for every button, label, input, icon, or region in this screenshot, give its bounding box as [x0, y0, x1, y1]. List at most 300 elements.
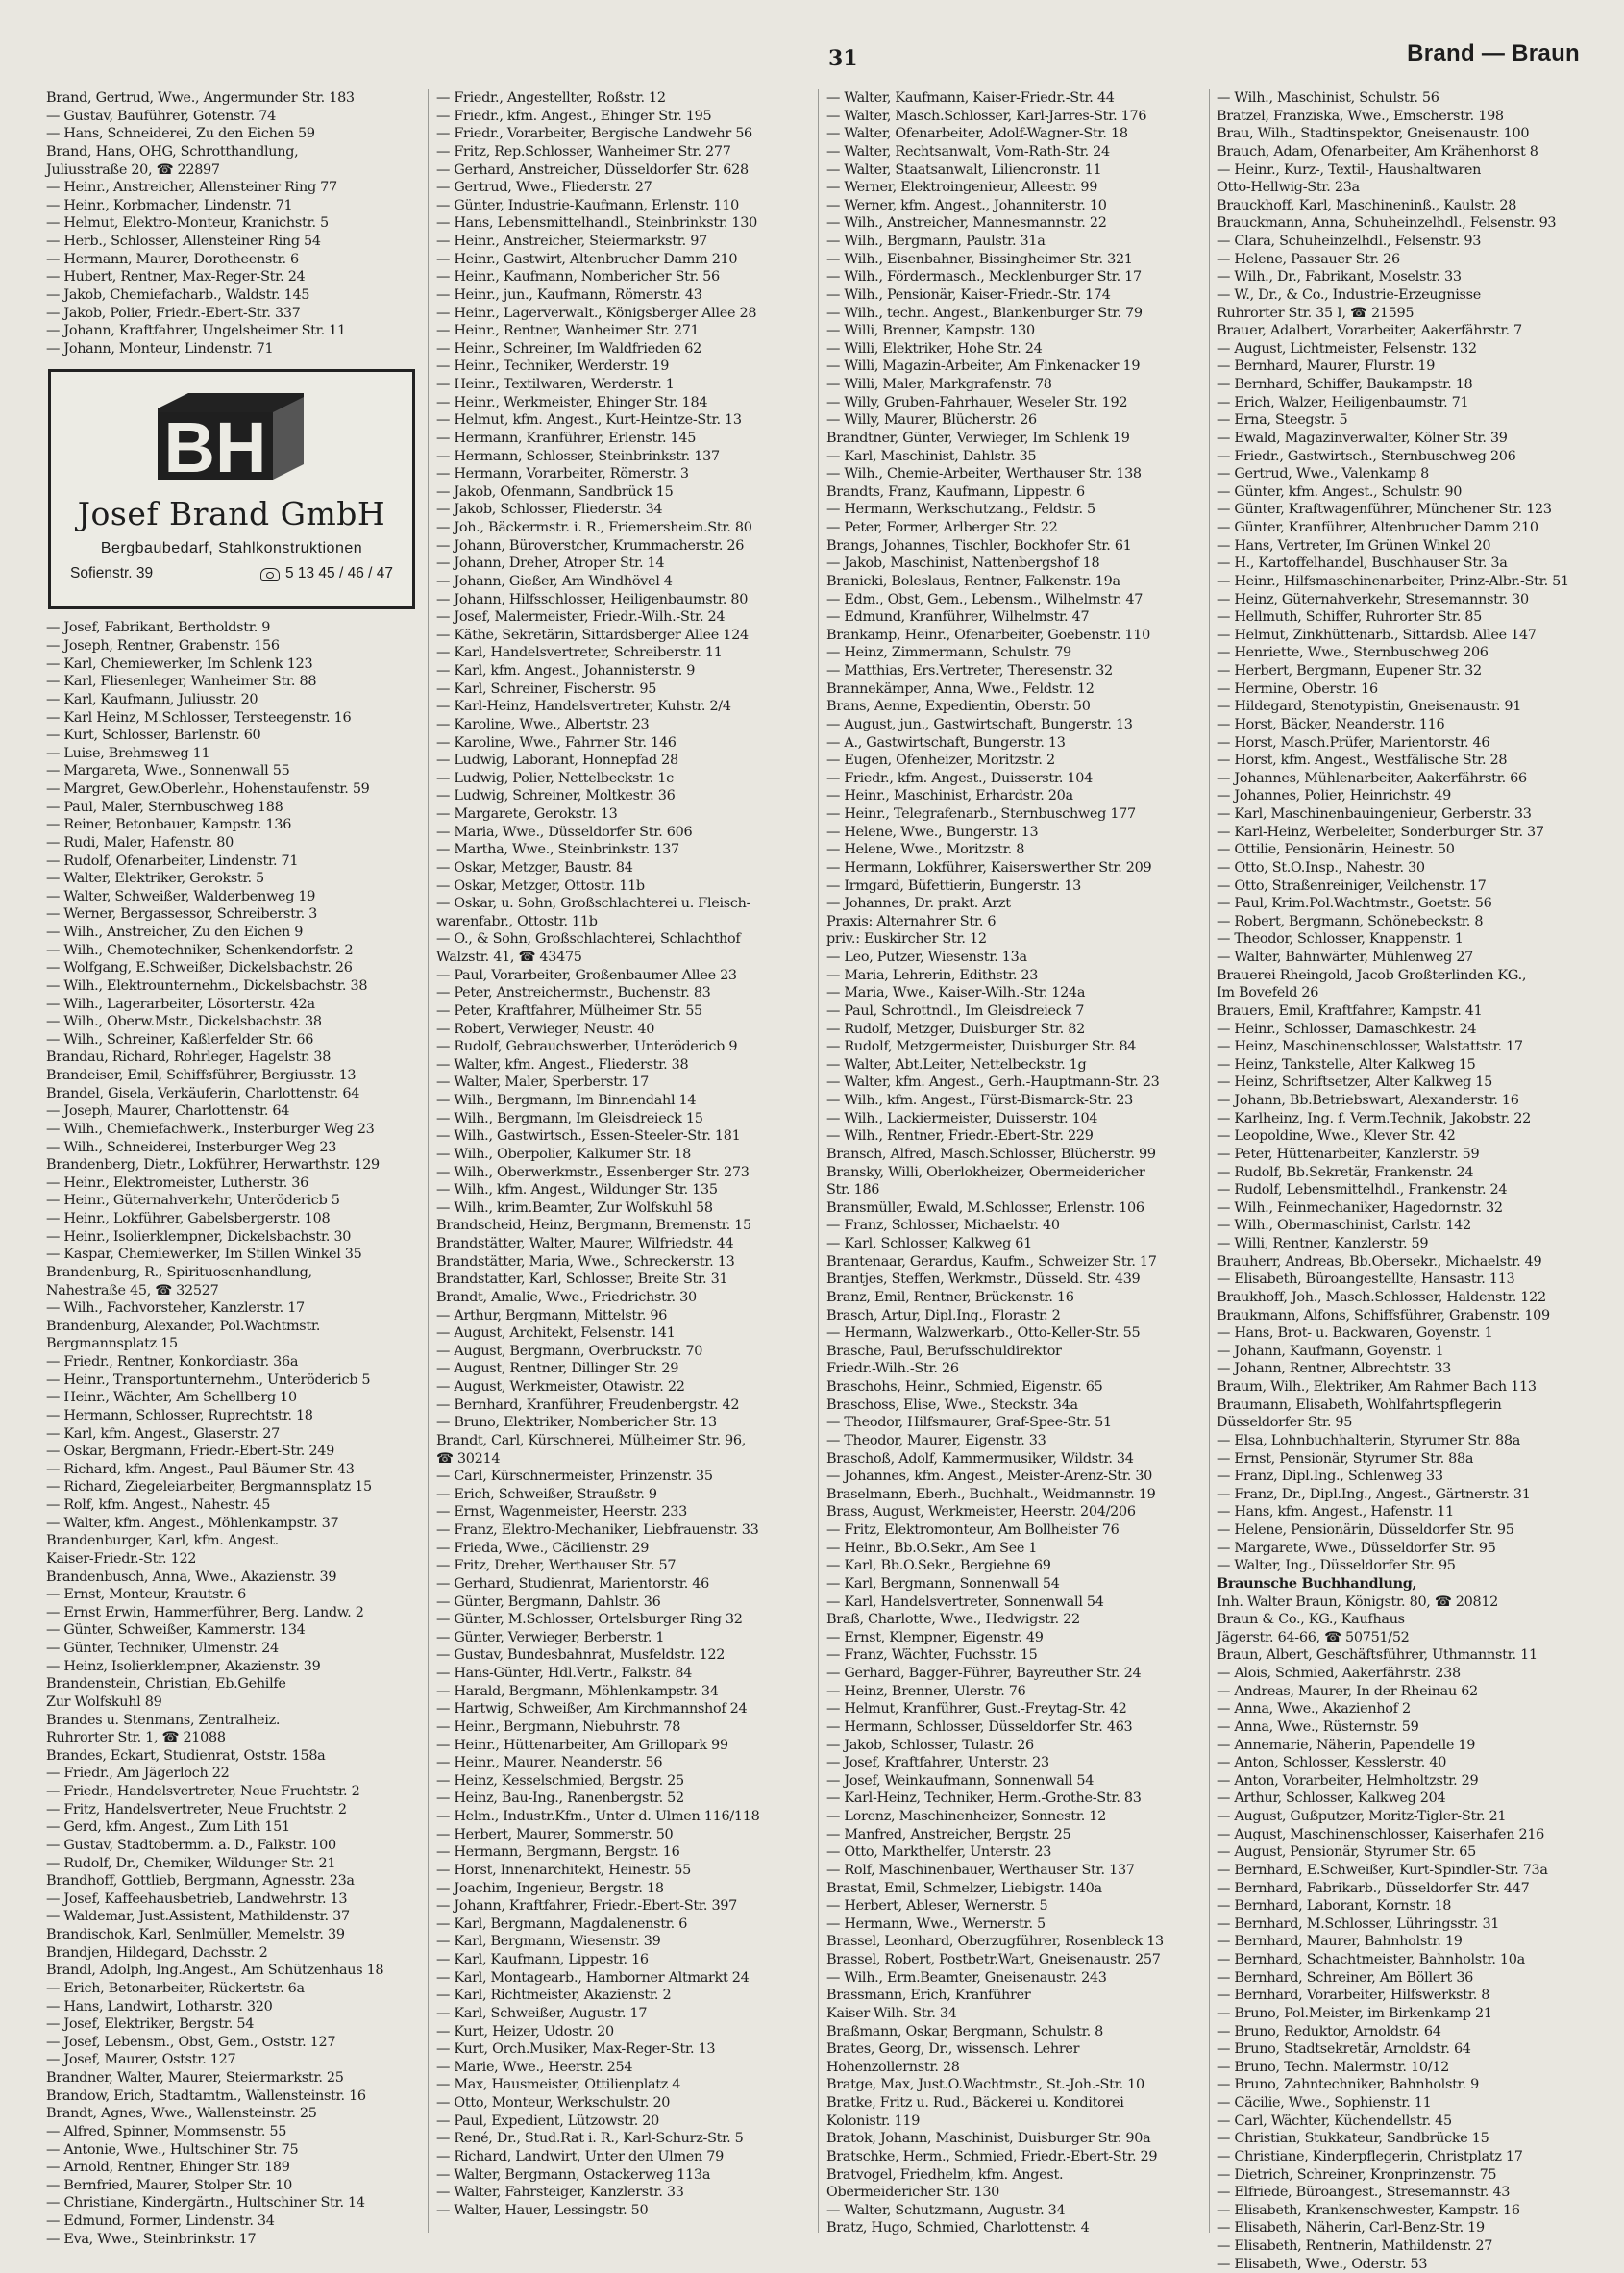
directory-entry: — Ludwig, Laborant, Honnepfad 28: [436, 753, 678, 769]
directory-entry: — Karoline, Wwe., Albertstr. 23: [436, 716, 650, 732]
directory-entry: — Martha, Wwe., Steinbrinkstr. 137: [436, 842, 679, 858]
directory-entry: — Heinr., Textilwaren, Werderstr. 1: [436, 377, 675, 392]
directory-entry: — Friedr., kfm. Angest., Duisserstr. 104: [826, 770, 1093, 786]
directory-entry: — Bernhard, E.Schweißer, Kurt-Spindler-Str. 73a: [1217, 1862, 1548, 1878]
directory-entry: — Peter, Anstreichermstr., Buchenstr. 83: [436, 985, 711, 1001]
directory-entry: — A., Gastwirtschaft, Bungerstr. 13: [826, 734, 1066, 751]
directory-entry: — Gustav, Bundesbahnrat, Musfeldstr. 122: [436, 1647, 726, 1664]
logo-text: BH: [163, 408, 267, 488]
directory-entry: — Johann, Kraftfahrer, Friedr.-Ebert-Str. 397: [436, 1898, 738, 1915]
directory-entry: Brannekämper, Anna, Wwe., Feldstr. 12: [826, 680, 1095, 697]
directory-entry: — August, Maschinenschlosser, Kaiserhafen 216: [1217, 1826, 1545, 1842]
directory-entry: — Peter, Former, Arlberger Str. 22: [826, 520, 1058, 535]
directory-entry: Bratke, Fritz u. Rud., Bäckerei u. Konditorei: [826, 2095, 1124, 2111]
directory-entry: — Edmund, Former, Lindenstr. 34: [46, 2213, 275, 2229]
directory-entry: — Wilh., Oberpolier, Kalkumer Str. 18: [436, 1146, 691, 1162]
directory-entry: — Henriette, Wwe., Sternbuschweg 206: [1217, 645, 1489, 661]
directory-entry: Brassel, Robert, Postbetr.Wart, Gneisenaustr. 257: [826, 1952, 1161, 1967]
directory-entry: — Walter, Schutzmann, Augustr. 34: [826, 2202, 1066, 2218]
directory-entry: — Manfred, Anstreicher, Bergstr. 25: [826, 1826, 1071, 1842]
directory-entry: — Anton, Vorarbeiter, Helmholtzstr. 29: [1217, 1772, 1479, 1789]
ad-company-name: Josef Brand GmbH: [77, 495, 386, 533]
directory-entry: — Heinr., Techniker, Werderstr. 19: [436, 358, 670, 375]
directory-entry: — Hans-Günter, Hdl.Vertr., Falkstr. 84: [436, 1666, 693, 1681]
directory-entry: — Karl, Montagearb., Hamborner Altmarkt 24: [436, 1969, 750, 1986]
directory-entry: — Joseph, Rentner, Grabenstr. 156: [46, 638, 280, 654]
directory-entry: Brassmann, Erich, Kranführer: [826, 1988, 1031, 2004]
directory-entry: — Heinr., Hüttenarbeiter, Am Grillopark 99: [436, 1737, 728, 1753]
directory-entry: — Theodor, Hilfsmaurer, Graf-Spee-Str. 51: [826, 1415, 1112, 1431]
directory-entry: Bratz, Hugo, Schmied, Charlottenstr. 4: [826, 2220, 1090, 2236]
directory-entry: — Kurt, Orch.Musiker, Max-Reger-Str. 13: [436, 2041, 716, 2058]
directory-entry: — Heinr., Elektromeister, Lutherstr. 36: [46, 1174, 308, 1191]
directory-entry: Jägerstr. 64-66, ☎ 50751/52: [1217, 1629, 1410, 1645]
directory-entry: — Bernhard, Schreiner, Am Böllert 36: [1217, 1969, 1474, 1986]
directory-entry: Brandstatter, Karl, Schlosser, Breite Str. 31: [436, 1272, 728, 1288]
directory-entry: — Ottilie, Pensionärin, Heinestr. 50: [1217, 842, 1455, 858]
directory-entry: — Karl-Heinz, Techniker, Herm.-Grothe-Str. 83: [826, 1791, 1142, 1807]
directory-entry: — Richard, Ziegeleiarbeiter, Bergmannsplatz 15: [46, 1479, 372, 1495]
directory-entry: — Jakob, Schlosser, Fliederstr. 34: [436, 502, 663, 518]
directory-entry: Brandjen, Hildegard, Dachsstr. 2: [46, 1944, 268, 1961]
directory-entry: — Hermann, Maurer, Dorotheenstr. 6: [46, 251, 299, 267]
directory-entry: Brauherr, Andreas, Bb.Obersekr., Michaelstr. 49: [1217, 1253, 1542, 1270]
directory-entry: — Alois, Schmied, Aakerfährstr. 238: [1217, 1666, 1461, 1681]
entry-list: [46, 89, 434, 358]
directory-entry: — Eva, Wwe., Steinbrinkstr. 17: [46, 2231, 257, 2247]
directory-entry: — Bernhard, Schachtmeister, Bahnholstr. 10a: [1217, 1952, 1525, 1967]
directory-entry: — Friedr., Angestellter, Roßstr. 12: [436, 90, 666, 106]
directory-entry: — Günter, Schweißer, Kammerstr. 134: [46, 1622, 306, 1639]
directory-entry: Braun, Albert, Geschäftsführer, Uthmannstr. 11: [1217, 1647, 1538, 1664]
directory-entry: — Horst, Innenarchitekt, Heinestr. 55: [436, 1862, 691, 1878]
directory-entry: — Otto, Monteur, Werkschulstr. 20: [436, 2095, 671, 2111]
directory-entry: warenfabr., Ottostr. 11b: [436, 913, 598, 929]
directory-entry: — Johannes, Polier, Heinrichstr. 49: [1217, 788, 1451, 804]
directory-entry: Braschoss, Elise, Wwe., Steckstr. 34a: [826, 1396, 1078, 1413]
directory-entry: — Karl, Kaufmann, Juliusstr. 20: [46, 691, 258, 707]
directory-entry: — Josef, Kaffeehausbetrieb, Landwehrstr. 13: [46, 1890, 348, 1907]
directory-entry: — Heinr., Isolierklempner, Dickelsbachstr. 30: [46, 1228, 352, 1245]
directory-entry: Brandts, Franz, Kaufmann, Lippestr. 6: [826, 483, 1085, 500]
directory-entry: — Rudolf, Lebensmittelhdl., Frankenstr. 24: [1217, 1182, 1508, 1198]
directory-entry: — Heinr., Kaufmann, Nombericher Str. 56: [436, 269, 720, 285]
directory-entry: — Jakob, Schlosser, Tulastr. 26: [826, 1737, 1034, 1753]
directory-entry: Brantenaar, Gerardus, Kaufm., Schweizer Str. 17: [826, 1253, 1157, 1270]
directory-entry: — Walter, Ofenarbeiter, Adolf-Wagner-Str. 18: [826, 126, 1128, 142]
directory-entry: — Erna, Steegstr. 5: [1217, 412, 1348, 429]
directory-entry: — Wilh., Fördermasch., Mecklenburger Str. 17: [826, 269, 1142, 285]
directory-entry: — Ludwig, Schreiner, Moltkestr. 36: [436, 788, 676, 804]
directory-entry: — August, Pensionär, Styrumer Str. 65: [1217, 1844, 1477, 1861]
directory-entry: — Elisabeth, Rentnerin, Mathildenstr. 27: [1217, 2238, 1493, 2254]
directory-entry: Brandt, Agnes, Wwe., Wallensteinstr. 25: [46, 2106, 317, 2122]
directory-entry: — Cäcilie, Wwe., Sophienstr. 11: [1217, 2095, 1432, 2111]
directory-entry: — Karl, Chemiewerker, Im Schlenk 123: [46, 655, 313, 672]
directory-entry: Braschoß, Adolf, Kammermusiker, Wildstr. 34: [826, 1450, 1134, 1467]
column-3: [826, 89, 1215, 2242]
directory-entry: — W., Dr., & Co., Industrie-Erzeugnisse: [1217, 286, 1481, 303]
directory-entry: — Rudolf, Metzger, Duisburger Str. 82: [826, 1021, 1085, 1037]
directory-entry: — Gerhard, Bagger-Führer, Bayreuther Str. 24: [826, 1666, 1142, 1681]
directory-entry: — Richard, kfm. Angest., Paul-Bäumer-Str. 43: [46, 1461, 355, 1477]
telephone-icon: [260, 568, 280, 581]
directory-entry: — Johann, Büroverstcher, Krummacherstr. 26: [436, 537, 745, 554]
directory-entry: Brasch, Artur, Dipl.Ing., Florastr. 2: [826, 1307, 1061, 1323]
directory-entry: Praxis: Alternahrer Str. 6: [826, 913, 997, 929]
directory-entry: — Karl, kfm. Angest., Glaserstr. 27: [46, 1425, 280, 1442]
directory-entry: — Edm., Obst, Gem., Lebensm., Wilhelmstr. 47: [826, 591, 1144, 607]
directory-entry: — Willi, Brenner, Kampstr. 130: [826, 323, 1035, 339]
directory-entry: — Gerhard, Anstreicher, Düsseldorfer Str. 628: [436, 161, 749, 178]
directory-entry: Bratschke, Herm., Schmied, Friedr.-Ebert-Str. 29: [826, 2148, 1158, 2164]
directory-entry: — Heinr., Maschinist, Erhardstr. 20a: [826, 788, 1073, 804]
directory-entry: Brandel, Gisela, Verkäuferin, Charlottenstr. 64: [46, 1085, 360, 1101]
directory-entry: — Arthur, Schlosser, Kalkweg 204: [1217, 1791, 1446, 1807]
directory-entry: Brandt, Amalie, Wwe., Friedrichstr. 30: [436, 1289, 697, 1305]
directory-entry: — Helene, Wwe., Moritzstr. 8: [826, 842, 1025, 858]
directory-entry: — Karl, Schreiner, Fischerstr. 95: [436, 680, 657, 697]
directory-entry: — Horst, kfm. Angest., Westfälische Str. 28: [1217, 753, 1508, 769]
directory-entry: — Paul, Krim.Pol.Wachtmstr., Goetstr. 56: [1217, 896, 1492, 912]
directory-entry: — Jakob, Maschinist, Nattenbergshof 18: [826, 556, 1100, 572]
directory-entry: — Luise, Brehmsweg 11: [46, 745, 210, 761]
directory-entry: — Hermann, Bergmann, Bergstr. 16: [436, 1844, 680, 1861]
directory-entry: — Käthe, Sekretärin, Sittardsberger Allee 124: [436, 627, 749, 643]
directory-entry: — Heinr., Anstreicher, Allensteiner Ring 77: [46, 180, 337, 196]
directory-entry: — Wilh., Oberw.Mstr., Dickelsbachstr. 38: [46, 1014, 322, 1030]
directory-entry: — Annemarie, Näherin, Papendelle 19: [1217, 1737, 1476, 1753]
directory-entry: — Karl, Maschinenbauingenieur, Gerberstr. 33: [1217, 806, 1532, 822]
directory-entry: — Maria, Wwe., Kaiser-Wilh.-Str. 124a: [826, 985, 1086, 1001]
column-4: [1217, 89, 1605, 2272]
directory-entry: — Günter, Industrie-Kaufmann, Erlenstr. 110: [436, 197, 739, 213]
directory-entry: — Willy, Maurer, Blücherstr. 26: [826, 412, 1037, 429]
directory-entry: — Gustav, Stadtobermm. a. D., Falkstr. 100: [46, 1837, 336, 1853]
directory-entry: — Joh., Bäckermstr. i. R., Friemersheim.Str. 80: [436, 520, 752, 535]
directory-entry: — O., & Sohn, Großschlachterei, Schlachthof: [436, 931, 741, 948]
directory-entry: — Jakob, Ofenmann, Sandbrück 15: [436, 483, 674, 500]
directory-entry: — Wilh., Schreiner, Kaßlerfelder Str. 66: [46, 1031, 314, 1048]
directory-entry: — Margarete, Wwe., Düsseldorfer Str. 95: [1217, 1540, 1496, 1556]
directory-entry: Düsseldorfer Str. 95: [1217, 1415, 1353, 1431]
directory-entry: — Wilh., Anstreicher, Mannesmannstr. 22: [826, 215, 1107, 232]
directory-entry: — Franz, Wächter, Fuchsstr. 15: [826, 1647, 1038, 1664]
directory-entry: — Bernfried, Maurer, Stolper Str. 10: [46, 2177, 293, 2193]
directory-entry: Ruhrorter Str. 1, ☎ 21088: [46, 1730, 226, 1746]
directory-entry: — Wilh., Pensionär, Kaiser-Friedr.-Str. 174: [826, 286, 1111, 303]
directory-entry: Juliusstraße 20, ☎ 22897: [46, 161, 220, 178]
directory-entry: — Ludwig, Polier, Nettelbeckstr. 1c: [436, 770, 674, 786]
directory-entry: — Erich, Betonarbeiter, Rückertstr. 6a: [46, 1980, 305, 1996]
directory-entry: — Bruno, Pol.Meister, im Birkenkamp 21: [1217, 2005, 1492, 2021]
directory-entry: — Karl, Bergmann, Sonnenwall 54: [826, 1575, 1060, 1592]
directory-entry: — Wilh., Gastwirtsch., Essen-Steeler-Str. 181: [436, 1128, 741, 1145]
directory-entry: Im Bovefeld 26: [1217, 985, 1319, 1001]
directory-entry: — Heinr., Werkmeister, Ehinger Str. 184: [436, 394, 708, 410]
directory-entry: — Wilh., Oberwerkmstr., Essenberger Str. 273: [436, 1164, 750, 1180]
directory-entry: Brand, Gertrud, Wwe., Angermunder Str. 183: [46, 90, 355, 106]
directory-entry: — Karl, Kaufmann, Lippestr. 16: [436, 1952, 649, 1967]
entry-list: [826, 89, 1215, 2237]
directory-entry: — Karoline, Wwe., Fahrner Str. 146: [436, 734, 677, 751]
directory-entry: — Josef, Weinkaufmann, Sonnenwall 54: [826, 1772, 1095, 1789]
directory-entry: — Heinr., Hilfsmaschinenarbeiter, Prinz-Albr.-Str. 51: [1217, 573, 1569, 589]
directory-entry: — Herbert, Maurer, Sommerstr. 50: [436, 1826, 674, 1842]
directory-entry: — Heinz, Schriftsetzer, Alter Kalkweg 15: [1217, 1075, 1492, 1091]
directory-entry: — Wilh., Obermaschinist, Carlstr. 142: [1217, 1218, 1471, 1234]
entry-list: [436, 89, 824, 2219]
directory-entry: — Johann, Gießer, Am Windhövel 4: [436, 573, 673, 589]
directory-entry: — Hermann, Werkschutzang., Feldstr. 5: [826, 502, 1095, 518]
directory-entry: — Heinr., Lagerverwalt., Königsberger Allee 28: [436, 305, 757, 321]
directory-entry: — Heinr., Schreiner, Im Waldfrieden 62: [436, 340, 701, 357]
directory-entry: Bergmannsplatz 15: [46, 1336, 178, 1352]
directory-entry: — Walter, kfm. Angest., Gerh.-Hauptmann-Str. 23: [826, 1075, 1160, 1091]
directory-entry: Obermeidericher Str. 130: [826, 2185, 1000, 2201]
directory-entry: — Herbert, Bergmann, Eupener Str. 32: [1217, 663, 1482, 679]
directory-entry: — Margarete, Gerokstr. 13: [436, 806, 618, 822]
directory-entry: Brauch, Adam, Ofenarbeiter, Am Krähenhorst 8: [1217, 143, 1538, 160]
directory-entry: — Werner, kfm. Angest., Johanniterstr. 10: [826, 197, 1107, 213]
directory-entry: — Karl-Heinz, Handelsvertreter, Kuhstr. 2/4: [436, 699, 731, 715]
directory-entry: Brandtner, Günter, Verwieger, Im Schlenk 19: [826, 430, 1130, 446]
directory-entry: Brandner, Walter, Maurer, Steiermarkstr. 25: [46, 2070, 344, 2086]
directory-entry: — Fritz, Dreher, Werthauser Str. 57: [436, 1558, 677, 1574]
directory-entry: — Walter, Kaufmann, Kaiser-Friedr.-Str. 44: [826, 90, 1115, 106]
directory-entry: — Johann, Monteur, Lindenstr. 71: [46, 340, 274, 357]
directory-entry: Brandes u. Stenmans, Zentralheiz.: [46, 1712, 281, 1728]
directory-entry: Brandenstein, Christian, Eb.Gehilfe: [46, 1676, 286, 1692]
bh-logo-icon: [150, 389, 313, 488]
directory-entry: — Hellmuth, Schiffer, Ruhrorter Str. 85: [1217, 609, 1482, 626]
directory-entry: Brandl, Adolph, Ing.Angest., Am Schützenhaus 18: [46, 1963, 384, 1979]
directory-entry: Brauckhoff, Karl, Maschineninß., Kaulstr. 28: [1217, 197, 1517, 213]
directory-entry: Brandscheid, Heinz, Bergmann, Bremenstr. 15: [436, 1218, 751, 1234]
directory-entry: — August, jun., Gastwirtschaft, Bungerstr. 13: [826, 716, 1133, 732]
directory-entry: — Helene, Wwe., Bungerstr. 13: [826, 824, 1039, 840]
directory-entry: Kaiser-Friedr.-Str. 122: [46, 1550, 197, 1567]
directory-entry: — Heinr., Transportunternehm., Unterödericb 5: [46, 1371, 371, 1388]
directory-entry: Bransmüller, Ewald, M.Schlosser, Erlenstr. 106: [826, 1199, 1144, 1216]
entry-list: [1217, 89, 1605, 2273]
directory-entry: — Carl, Wächter, Küchendellstr. 45: [1217, 2112, 1452, 2129]
directory-entry: — Friedr., Am Jägerloch 22: [46, 1766, 230, 1782]
directory-entry: — Theodor, Schlosser, Knappenstr. 1: [1217, 931, 1464, 948]
directory-entry: — Ernst, Wagenmeister, Heerstr. 233: [436, 1504, 687, 1520]
directory-entry: — Wilh., kfm. Angest., Wildunger Str. 135: [436, 1182, 718, 1198]
directory-entry: Bratvogel, Friedhelm, kfm. Angest.: [826, 2166, 1064, 2183]
directory-entry: — Heinr., Maurer, Neanderstr. 56: [436, 1755, 663, 1771]
directory-entry: — Wilh., krim.Beamter, Zur Wolfskuhl 58: [436, 1199, 713, 1216]
directory-entry: — Heinz, Bau-Ing., Ranenbergstr. 52: [436, 1791, 684, 1807]
directory-entry: Bransch, Alfred, Masch.Schlosser, Blücherstr. 99: [826, 1146, 1156, 1162]
directory-entry: — Bernhard, Laborant, Kornstr. 18: [1217, 1898, 1452, 1915]
directory-entry: — Erich, Walzer, Heiligenbaumstr. 71: [1217, 394, 1469, 410]
directory-entry: — Helmut, Kranführer, Gust.-Freytag-Str. 42: [826, 1701, 1127, 1717]
directory-entry: — Andreas, Maurer, In der Rheinau 62: [1217, 1683, 1478, 1699]
directory-entry: — Walter, kfm. Angest., Möhlenkampstr. 37: [46, 1515, 339, 1531]
directory-entry: Walzstr. 41, ☎ 43475: [436, 950, 582, 965]
directory-entry: — Leo, Putzer, Wiesenstr. 13a: [826, 950, 1027, 965]
directory-entry: Brau, Wilh., Stadtinspektor, Gneisenaustr. 100: [1217, 126, 1530, 142]
directory-entry: — Hubert, Rentner, Max-Reger-Str. 24: [46, 269, 306, 285]
directory-entry: — Josef, Lebensm., Obst, Gem., Oststr. 127: [46, 2034, 336, 2050]
directory-entry: — Franz, Elektro-Mechaniker, Liebfrauenstr. 33: [436, 1522, 759, 1538]
column-1: [46, 89, 434, 2247]
directory-entry: — Arthur, Bergmann, Mittelstr. 96: [436, 1307, 668, 1323]
directory-entry: Branz, Emil, Rentner, Brückenstr. 16: [826, 1289, 1074, 1305]
directory-entry: — Wilh., Erm.Beamter, Gneisenaustr. 243: [826, 1969, 1107, 1986]
directory-entry: — Robert, Verwieger, Neustr. 40: [436, 1021, 655, 1037]
directory-entry: — H., Kartoffelhandel, Buschhauser Str. 3a: [1217, 556, 1508, 572]
directory-entry: — Heinr., Schlosser, Damaschkestr. 24: [1217, 1021, 1477, 1037]
directory-entry: — August, Architekt, Felsenstr. 141: [436, 1325, 676, 1342]
directory-entry: Brates, Georg, Dr., wissensch. Lehrer: [826, 2041, 1080, 2058]
directory-entry: — Werner, Bergassessor, Schreiberstr. 3: [46, 906, 317, 923]
directory-entry: — Herb., Schlosser, Allensteiner Ring 54: [46, 234, 321, 249]
directory-entry: — Ernst, Klempner, Eigenstr. 49: [826, 1629, 1044, 1645]
directory-entry: — Elisabeth, Näherin, Carl-Benz-Str. 19: [1217, 2220, 1485, 2236]
directory-entry: — Wilh., Eisenbahner, Bissingheimer Str. 321: [826, 251, 1133, 267]
directory-entry: — Erich, Schweißer, Straußstr. 9: [436, 1486, 657, 1502]
directory-entry: — Leopoldine, Wwe., Klever Str. 42: [1217, 1128, 1456, 1145]
directory-entry: — Hans, Vertreter, Im Grünen Winkel 20: [1217, 537, 1491, 554]
directory-entry: — Wilh., Bergmann, Paulstr. 31a: [826, 234, 1046, 249]
directory-entry: Otto-Hellwig-Str. 23a: [1217, 180, 1360, 196]
directory-entry: — Walter, Abt.Leiter, Nettelbeckstr. 1g: [826, 1056, 1087, 1073]
directory-entry: — Ewald, Magazinverwalter, Kölner Str. 39: [1217, 430, 1508, 446]
directory-entry: Kolonistr. 119: [826, 2112, 921, 2129]
directory-entry: — Walter, Bahnwärter, Mühlenweg 27: [1217, 950, 1474, 965]
directory-entry: Braukmann, Alfons, Schiffsführer, Grabenstr. 109: [1217, 1307, 1550, 1323]
directory-entry: Braselmann, Eberh., Buchhalt., Weidmannstr. 19: [826, 1486, 1156, 1502]
directory-entry: — Karl-Heinz, Werbeleiter, Sonderburger Str. 37: [1217, 824, 1544, 840]
directory-entry: — Gerhard, Studienrat, Marientorstr. 46: [436, 1575, 709, 1592]
directory-entry: — Heinr., jun., Kaufmann, Römerstr. 43: [436, 286, 702, 303]
directory-entry: — Heinz, Maschinenschlosser, Walstattstr. 17: [1217, 1039, 1523, 1055]
directory-entry: — Wilh., Dr., Fabrikant, Moselstr. 33: [1217, 269, 1462, 285]
directory-entry: Brauckmann, Anna, Schuheinzelhdl., Felsenstr. 93: [1217, 215, 1557, 232]
directory-entry: — Hans, Landwirt, Lotharstr. 320: [46, 1998, 273, 2014]
directory-entry: — Frieda, Wwe., Cäcilienstr. 29: [436, 1540, 650, 1556]
directory-entry: — Elfriede, Büroangest., Stresemannstr. 43: [1217, 2185, 1511, 2201]
directory-entry: — Walter, Staatsanwalt, Liliencronstr. 11: [826, 161, 1102, 178]
directory-entry: — Hans, Brot- u. Backwaren, Goyenstr. 1: [1217, 1325, 1493, 1342]
directory-entry: Brans, Aenne, Expedientin, Oberstr. 50: [826, 699, 1091, 715]
directory-entry: — Richard, Landwirt, Unter den Ulmen 79: [436, 2148, 724, 2164]
directory-entry: — Bruno, Elektriker, Nombericher Str. 13: [436, 1415, 717, 1431]
directory-entry: — Bruno, Zahntechniker, Bahnholstr. 9: [1217, 2077, 1479, 2093]
directory-entry: — Friedr., Gastwirtsch., Sternbuschweg 206: [1217, 448, 1516, 464]
directory-entry: — Bernhard, Kranführer, Freudenbergstr. 42: [436, 1396, 740, 1413]
directory-entry: — Dietrich, Schreiner, Kronprinzenstr. 75: [1217, 2166, 1497, 2183]
directory-entry: — Margareta, Wwe., Sonnenwall 55: [46, 763, 290, 779]
directory-entry: — Otto, St.O.Insp., Nahestr. 30: [1217, 859, 1425, 876]
directory-entry: — Helmut, Zinkhüttenarb., Sittardsb. Allee 147: [1217, 627, 1537, 643]
directory-entry: — Karl, Schweißer, Augustr. 17: [436, 2005, 648, 2021]
directory-entry: — Bernhard, Schiffer, Baukampstr. 18: [1217, 377, 1473, 392]
directory-entry: — Günter, Techniker, Ulmenstr. 24: [46, 1641, 279, 1656]
directory-entry: — Bruno, Reduktor, Arnoldstr. 64: [1217, 2023, 1441, 2039]
directory-entry: — Johann, Kaufmann, Goyenstr. 1: [1217, 1343, 1444, 1359]
directory-entry: — Walter, Ing., Düsseldorfer Str. 95: [1217, 1558, 1456, 1574]
directory-entry: — Eugen, Ofenheizer, Moritzstr. 2: [826, 753, 1055, 769]
directory-entry: Inh. Walter Braun, Königstr. 80, ☎ 20812: [1217, 1594, 1499, 1610]
directory-entry: — Günter, kfm. Angest., Schulstr. 90: [1217, 483, 1463, 500]
directory-entry: — Hermann, Schlosser, Düsseldorfer Str. 463: [826, 1718, 1133, 1735]
directory-entry: — August, Lichtmeister, Felsenstr. 132: [1217, 340, 1477, 357]
directory-entry: Brantjes, Steffen, Werkmstr., Düsseld. Str. 439: [826, 1272, 1141, 1288]
directory-entry: — Gerd, kfm. Angest., Zum Lith 151: [46, 1819, 290, 1836]
directory-entry: — Otto, Straßenreiniger, Veilchenstr. 17: [1217, 877, 1487, 894]
directory-entry: — Rudolf, Gebrauchswerber, Unterödericb 9: [436, 1039, 738, 1055]
directory-entry: Braukhoff, Joh., Masch.Schlosser, Haldenstr. 122: [1217, 1289, 1546, 1305]
ad-phone: [260, 565, 393, 582]
ad-contact-row: [70, 565, 393, 582]
directory-entry: Brassel, Leonhard, Oberzugführer, Rosenbleck 13: [826, 1934, 1164, 1950]
directory-entry: Brandenberg, Dietr., Lokführer, Herwarthstr. 129: [46, 1157, 380, 1174]
directory-entry: — Wilh., Lagerarbeiter, Lösorterstr. 42a: [46, 996, 315, 1012]
directory-entry: — Bernhard, Vorarbeiter, Hilfswerkstr. 8: [1217, 1988, 1490, 2004]
directory-entry: — Maria, Wwe., Düsseldorfer Str. 606: [436, 824, 693, 840]
directory-entry: Brangs, Johannes, Tischler, Bockhofer Str. 61: [826, 537, 1132, 554]
directory-entry: Brauer, Adalbert, Vorarbeiter, Aakerfährstr. 7: [1217, 323, 1522, 339]
directory-entry: — Hans, Lebensmittelhandl., Steinbrinkstr. 130: [436, 215, 757, 232]
directory-entry: Brandenburger, Karl, kfm. Angest.: [46, 1533, 279, 1549]
directory-entry: Bratok, Johann, Maschinist, Duisburger Str. 90a: [826, 2131, 1151, 2147]
directory-entry: — Harald, Bergmann, Möhlenkampstr. 34: [436, 1683, 719, 1699]
directory-entry: — Joachim, Ingenieur, Bergstr. 18: [436, 1880, 664, 1896]
directory-entry: — Rudi, Maler, Hafenstr. 80: [46, 834, 234, 851]
directory-entry: — Ernst, Monteur, Krautstr. 6: [46, 1587, 246, 1603]
directory-entry: Brastat, Emil, Schmelzer, Liebigstr. 140a: [826, 1880, 1102, 1896]
directory-entry: — Heinr., Telegrafenarb., Sternbuschweg 177: [826, 806, 1136, 822]
directory-entry: — Elsa, Lohnbuchhalterin, Styrumer Str. 88a: [1217, 1432, 1521, 1448]
directory-entry: — Bernhard, Maurer, Bahnholstr. 19: [1217, 1934, 1463, 1950]
directory-entry: Brasche, Paul, Berufsschuldirektor: [826, 1343, 1062, 1359]
directory-entry: — Oskar, Metzger, Baustr. 84: [436, 859, 633, 876]
directory-entry: — August, Gußputzer, Moritz-Tigler-Str. 21: [1217, 1809, 1507, 1824]
directory-entry: Brauers, Emil, Kraftfahrer, Kampstr. 41: [1217, 1002, 1483, 1019]
directory-entry: — Karl, Bergmann, Wiesenstr. 39: [436, 1934, 661, 1950]
page-number: 31: [828, 46, 858, 71]
directory-entry: — Friedr., Rentner, Konkordiastr. 36a: [46, 1354, 299, 1370]
directory-entry: — Ernst Erwin, Hammerführer, Berg. Landw. 2: [46, 1604, 364, 1620]
directory-entry: — Rudolf, Ofenarbeiter, Lindenstr. 71: [46, 852, 299, 869]
directory-entry: — Max, Hausmeister, Ottilienplatz 4: [436, 2077, 681, 2093]
directory-entry: — Gustav, Bauführer, Gotenstr. 74: [46, 108, 276, 124]
directory-entry: — Irmgard, Büfettierin, Bungerstr. 13: [826, 877, 1082, 894]
directory-entry: Branicki, Boleslaus, Rentner, Falkenstr. 19a: [826, 573, 1120, 589]
directory-entry: — Walter, Hauer, Lessingstr. 50: [436, 2202, 649, 2218]
directory-entry: ☎ 30214: [436, 1450, 501, 1467]
directory-entry: — Johann, Kraftfahrer, Ungelsheimer Str. 11: [46, 323, 346, 339]
directory-entry: — Wilh., Lackiermeister, Duisserstr. 104: [826, 1110, 1098, 1126]
directory-entry: — Edmund, Kranführer, Wilhelmstr. 47: [826, 609, 1090, 626]
directory-entry: — Willi, Maler, Markgrafenstr. 78: [826, 377, 1052, 392]
directory-entry: — Heinz, Tankstelle, Alter Kalkweg 15: [1217, 1056, 1476, 1073]
directory-entry: — Günter, M.Schlosser, Ortelsburger Ring 32: [436, 1612, 743, 1628]
directory-entry: — Johannes, Mühlenarbeiter, Aakerfährstr. 66: [1217, 770, 1527, 786]
directory-entry: — Helm., Industr.Kfm., Unter d. Ulmen 116/118: [436, 1809, 760, 1824]
directory-entry: Brandstätter, Maria, Wwe., Schreckerstr. 13: [436, 1253, 735, 1270]
directory-entry: Braschohs, Heinr., Schmied, Eigenstr. 65: [826, 1379, 1103, 1395]
directory-entry: Zur Wolfskuhl 89: [46, 1693, 162, 1710]
directory-entry: — Hermann, Schlosser, Ruprechtstr. 18: [46, 1407, 313, 1423]
directory-entry: — Matthias, Ers.Vertreter, Theresenstr. 32: [826, 663, 1113, 679]
directory-entry: — Christiane, Kinderpflegerin, Christplatz 17: [1217, 2148, 1523, 2164]
